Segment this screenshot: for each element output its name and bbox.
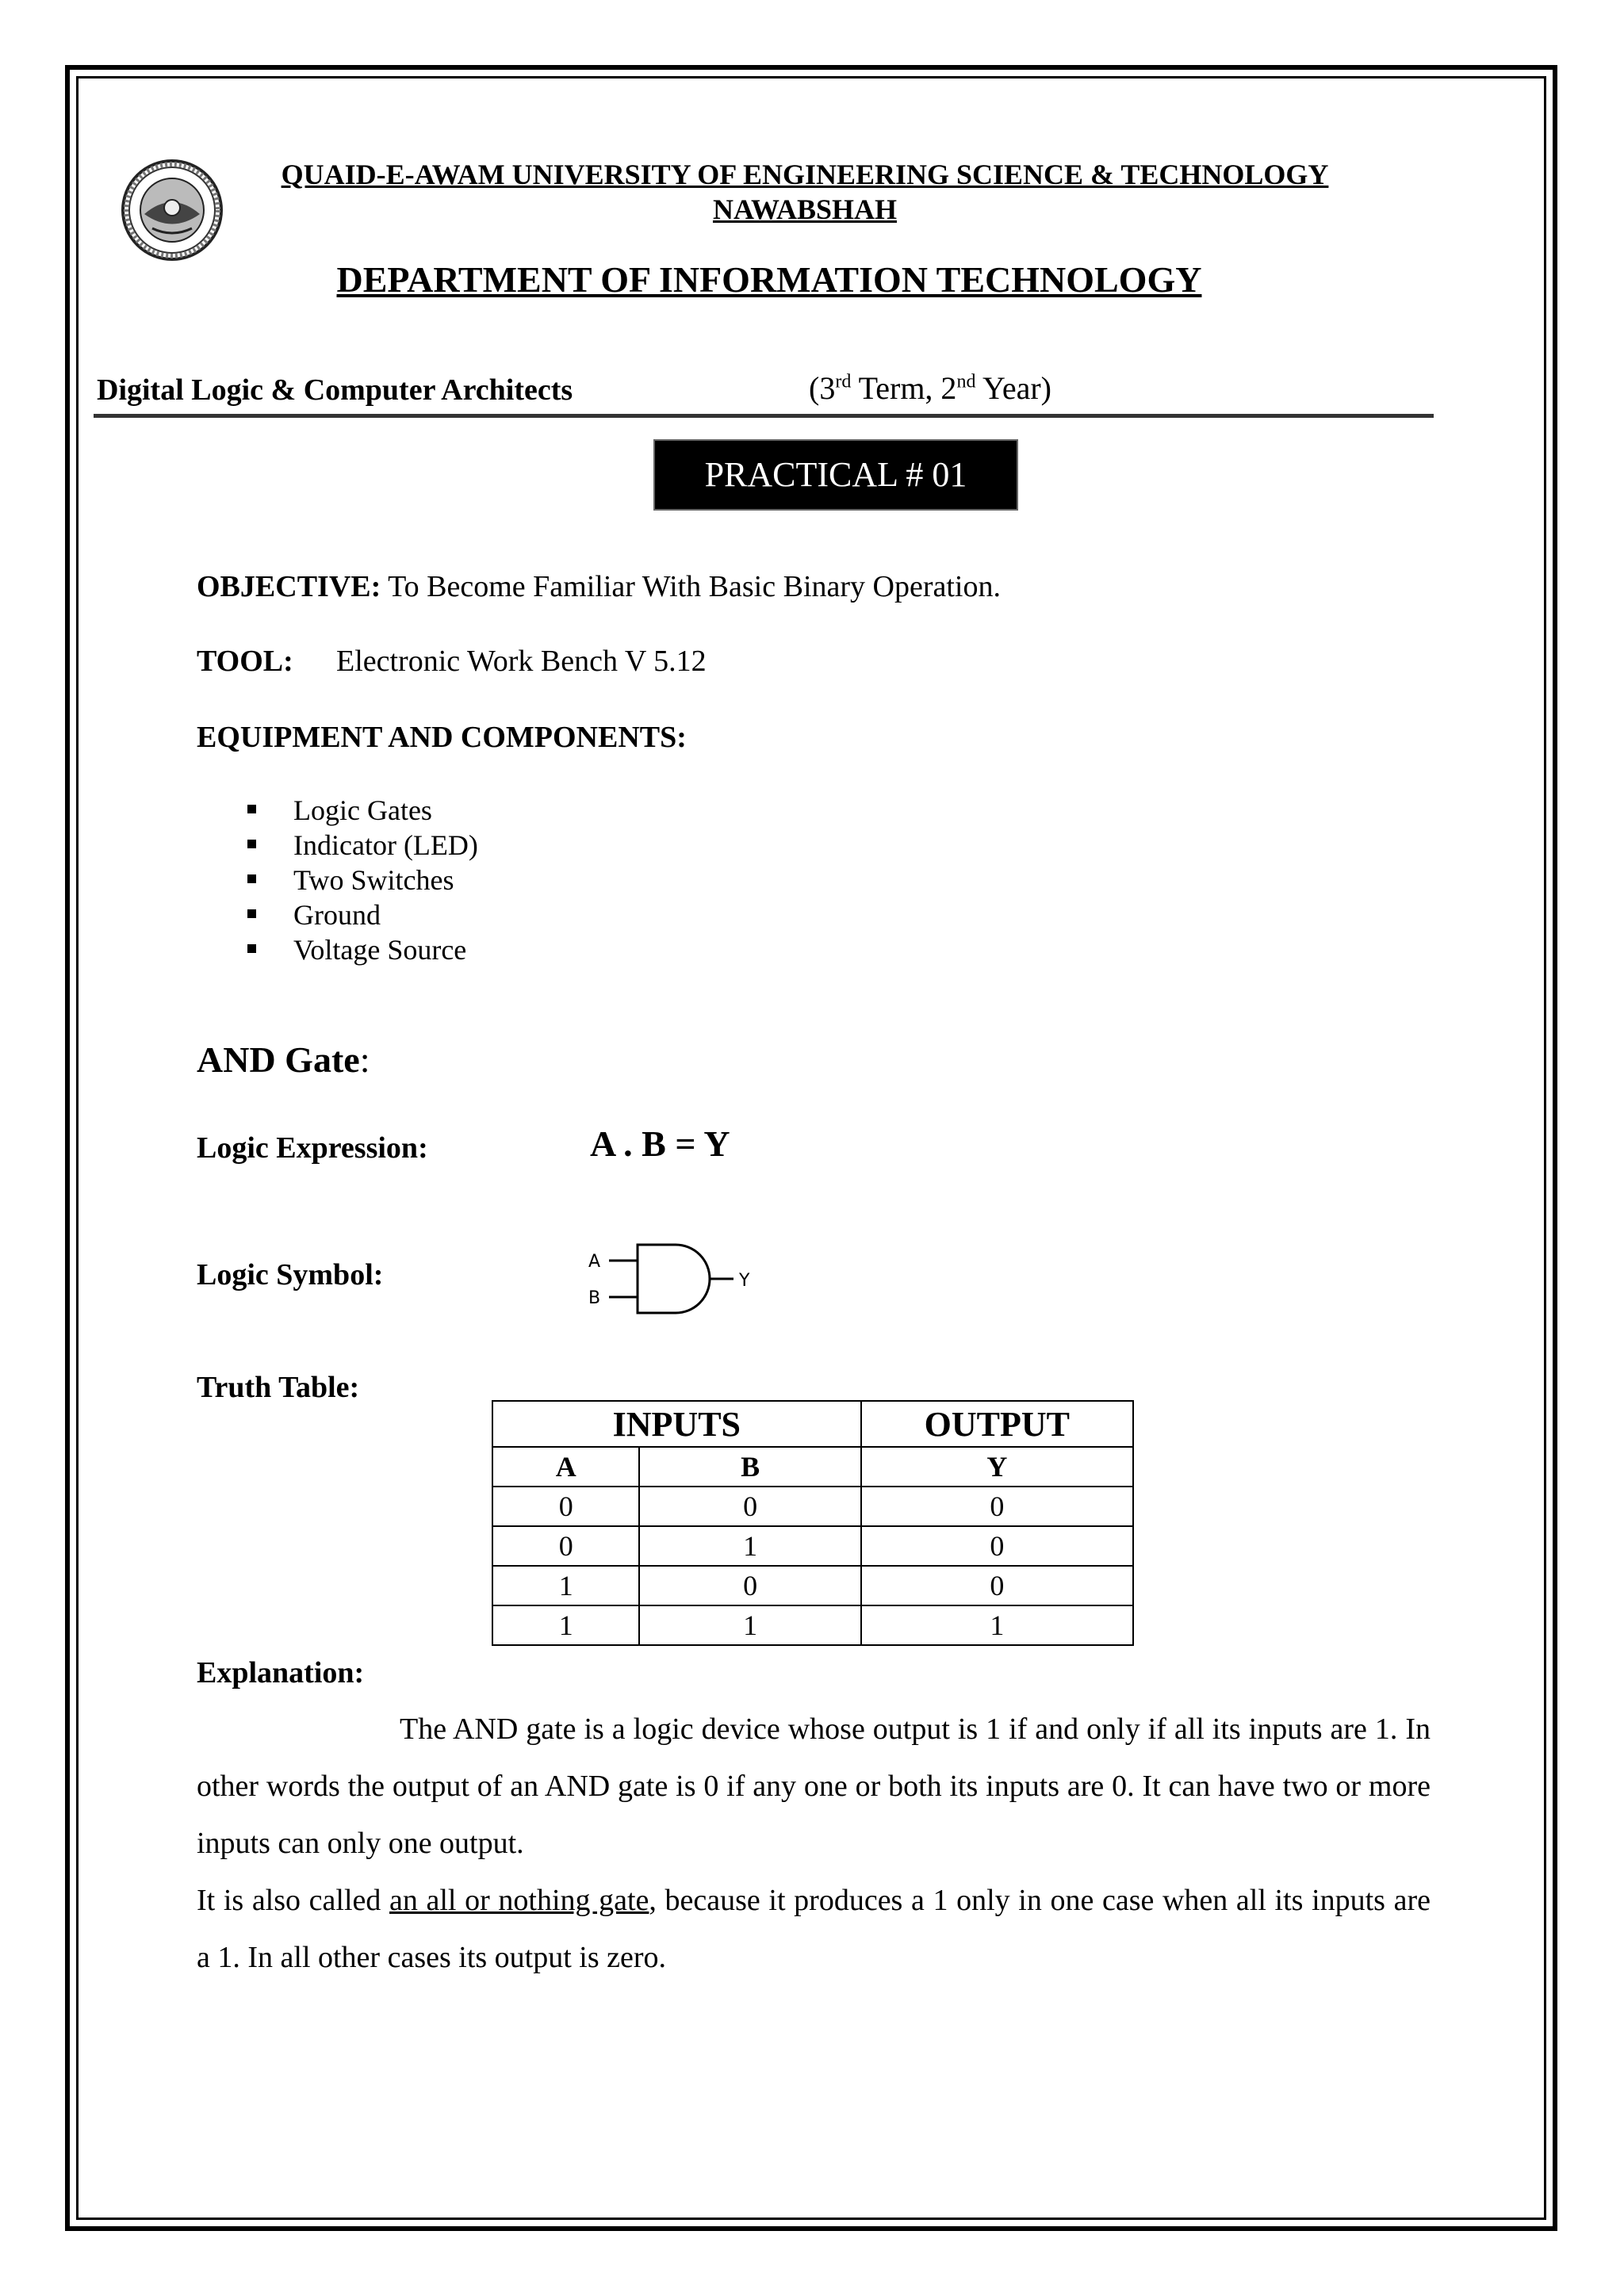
cell: 1 (639, 1526, 860, 1566)
department-title: DEPARTMENT OF INFORMATION TECHNOLOGY (336, 259, 1202, 300)
equipment-heading: EQUIPMENT AND COMPONENTS: (197, 721, 687, 754)
output-header: OUTPUT (861, 1401, 1133, 1447)
list-item: Two Switches (197, 863, 478, 897)
gate-output-y-label: Y (739, 1271, 750, 1291)
logic-symbol-label: Logic Symbol: (197, 1258, 384, 1292)
list-item: Voltage Source (197, 932, 478, 967)
logic-expression-label: Logic Expression: (197, 1131, 428, 1165)
table-row (492, 1566, 1133, 1605)
tool-label: TOOL: (197, 645, 293, 678)
column-y: Y (861, 1447, 1133, 1487)
gate-input-a-label: A (588, 1252, 601, 1272)
explanation-text (197, 1701, 1431, 1986)
cell: 0 (861, 1526, 1133, 1566)
cell: 1 (492, 1566, 639, 1605)
equipment-list (197, 793, 478, 967)
and-gate-heading: AND Gate: (197, 1039, 370, 1080)
explanation-paragraph-1: The AND gate is a logic device whose output is 1 if and only if all its inputs are 1. In other words the output of an AND gate is 0 if any one or both its inputs are 0. It can have two or more inputs can only one output. (197, 1712, 1431, 1860)
university-city: NAWABSHAH (712, 193, 898, 225)
table-row (492, 1487, 1133, 1526)
university-name: QUAID-E-AWAM UNIVERSITY OF ENGINEERING SCIENCE & TECHNOLOGY (281, 159, 1329, 190)
course-name: Digital Logic & Computer Architects (97, 373, 573, 407)
list-item: Indicator (LED) (197, 828, 478, 863)
university-seal-icon (121, 159, 224, 262)
truth-table-label: Truth Table: (197, 1371, 360, 1404)
tool-value: Electronic Work Bench V 5.12 (336, 645, 707, 678)
cell: 0 (861, 1566, 1133, 1605)
cell: 0 (639, 1566, 860, 1605)
cell: 0 (492, 1487, 639, 1526)
column-b: B (639, 1447, 860, 1487)
table-header-row (492, 1401, 1133, 1447)
truth-table (492, 1400, 1134, 1646)
inputs-header: INPUTS (492, 1401, 861, 1447)
cell: 0 (861, 1487, 1133, 1526)
list-item: Logic Gates (197, 793, 478, 828)
term-year: (3rd Term, 2nd Year) (809, 370, 1051, 406)
cell: 1 (861, 1605, 1133, 1645)
cell: 1 (639, 1605, 860, 1645)
explanation-label: Explanation: (197, 1656, 365, 1689)
table-row (492, 1526, 1133, 1566)
header-divider (94, 414, 1434, 418)
explanation-paragraph-2: It is also called an all or nothing gate, because it produces a 1 only in one case when all its inputs are a 1. In all other cases its output is zero. (197, 1884, 1431, 1974)
cell: 1 (492, 1605, 639, 1645)
gate-input-b-label: B (588, 1288, 601, 1308)
cell: 0 (639, 1487, 860, 1526)
table-column-row (492, 1447, 1133, 1487)
column-a: A (492, 1447, 639, 1487)
practical-number-badge: PRACTICAL # 01 (655, 441, 1017, 509)
logic-expression: A . B = Y (590, 1123, 730, 1164)
table-row (492, 1605, 1133, 1645)
cell: 0 (492, 1526, 639, 1566)
objective: OBJECTIVE: To Become Familiar With Basic Binary Operation. (197, 570, 1001, 603)
and-gate-symbol-icon (587, 1237, 793, 1332)
list-item: Ground (197, 897, 478, 932)
